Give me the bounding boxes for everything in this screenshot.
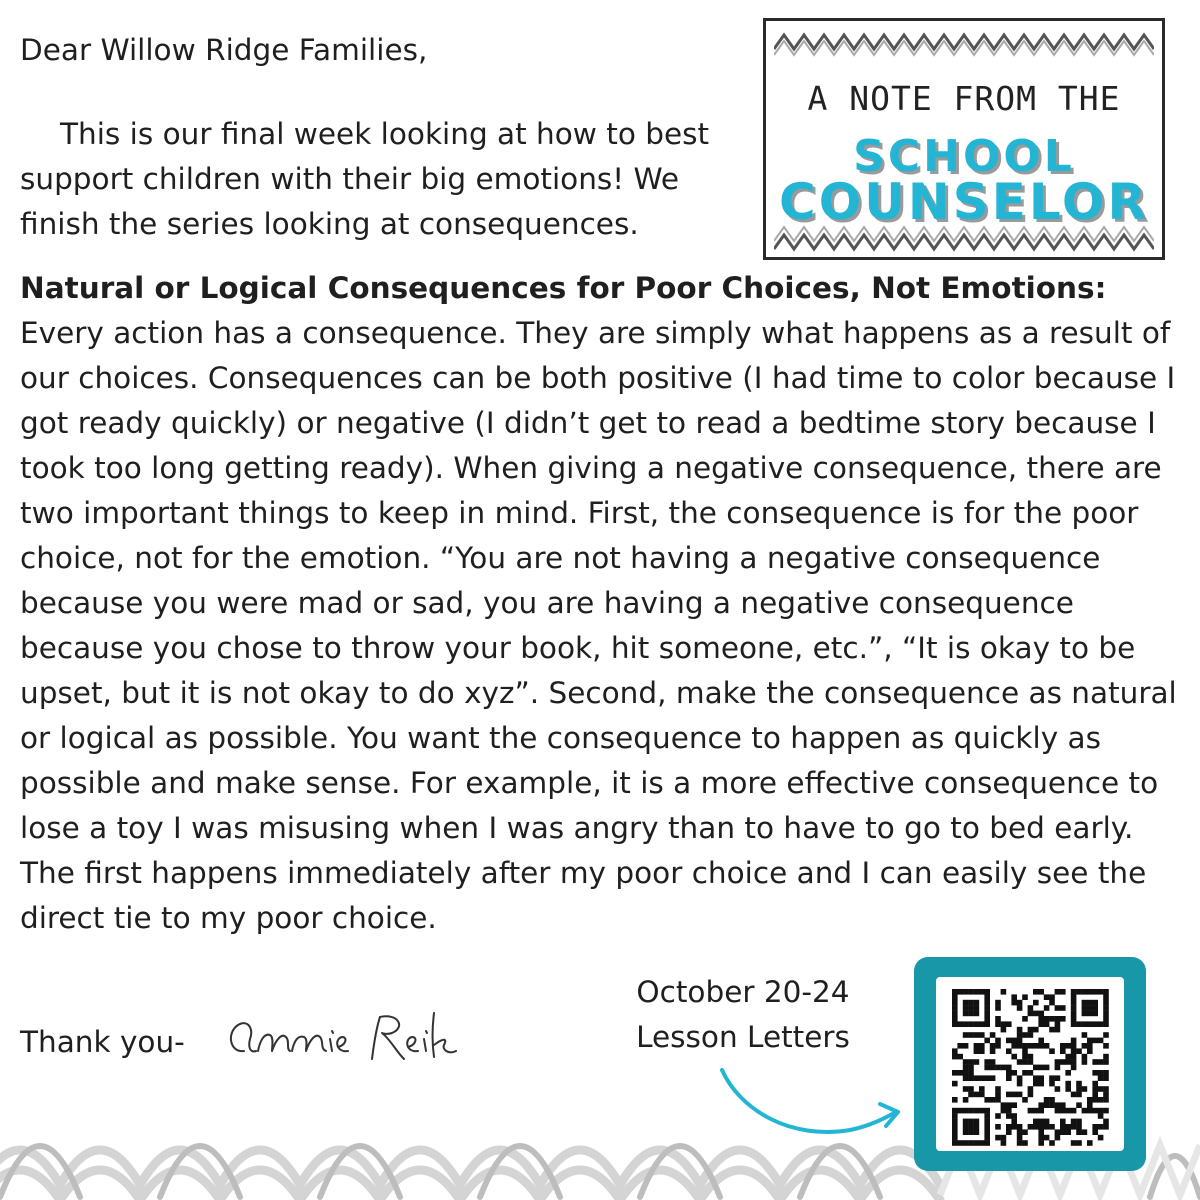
qr-caption [610,970,876,1060]
qr-code-frame [914,957,1146,1171]
intro-paragraph: This is our final week looking at how to best support children with their big emotions! We finish the series looking at consequences. [20,117,710,241]
body-paragraph [20,266,1192,941]
qr-caption-date: October 20-24 [636,975,850,1009]
banner-top-zigzag [774,27,1154,57]
qr-code-inner [936,977,1124,1151]
body-text: Every action has a consequence. They are simply what happens as a result of our choices. Consequences can be both positive (I had time to color because I got ready quickly) or negative (I didn’t get to read a bedtime story because I took too long getting ready). When giving a negative consequence, there are two important things to keep in mind. First, the consequence is for the poor choice, not for the emotion. “You are not having a negative consequence because you were mad or sad, you are having a negative consequence because you chose to throw your book, hit someone, etc.”, “It is okay to be upset, but it is not okay to do xyz”. Second, make the consequence as natural or logical as possible. You want the consequence to happen as quickly as possible and make sense. For example, it is a more effective consequence to lose a toy I was misusing when I was angry than to have to go to bed early. The first happens immediately after my poor choice and I can easily see the direct tie to my poor choice. [20,316,1177,935]
banner-counselor: COUNSELOR [779,173,1149,231]
qr-caption-label: Lesson Letters [636,1020,850,1054]
banner-school: SCHOOL [853,131,1075,182]
banner-bottom-zigzag [774,225,1154,255]
closing: Thank you- [20,1025,185,1059]
section-heading: Natural or Logical Consequences for Poor Choices, Not Emotions: [20,271,1107,305]
greeting: Dear Willow Ridge Families, [20,33,428,67]
banner-title: A NOTE FROM THE [807,79,1121,118]
counselor-banner [763,18,1165,260]
qr-code[interactable] [936,977,1124,1151]
signature-image [220,1003,460,1073]
arrow-icon [700,1060,920,1160]
